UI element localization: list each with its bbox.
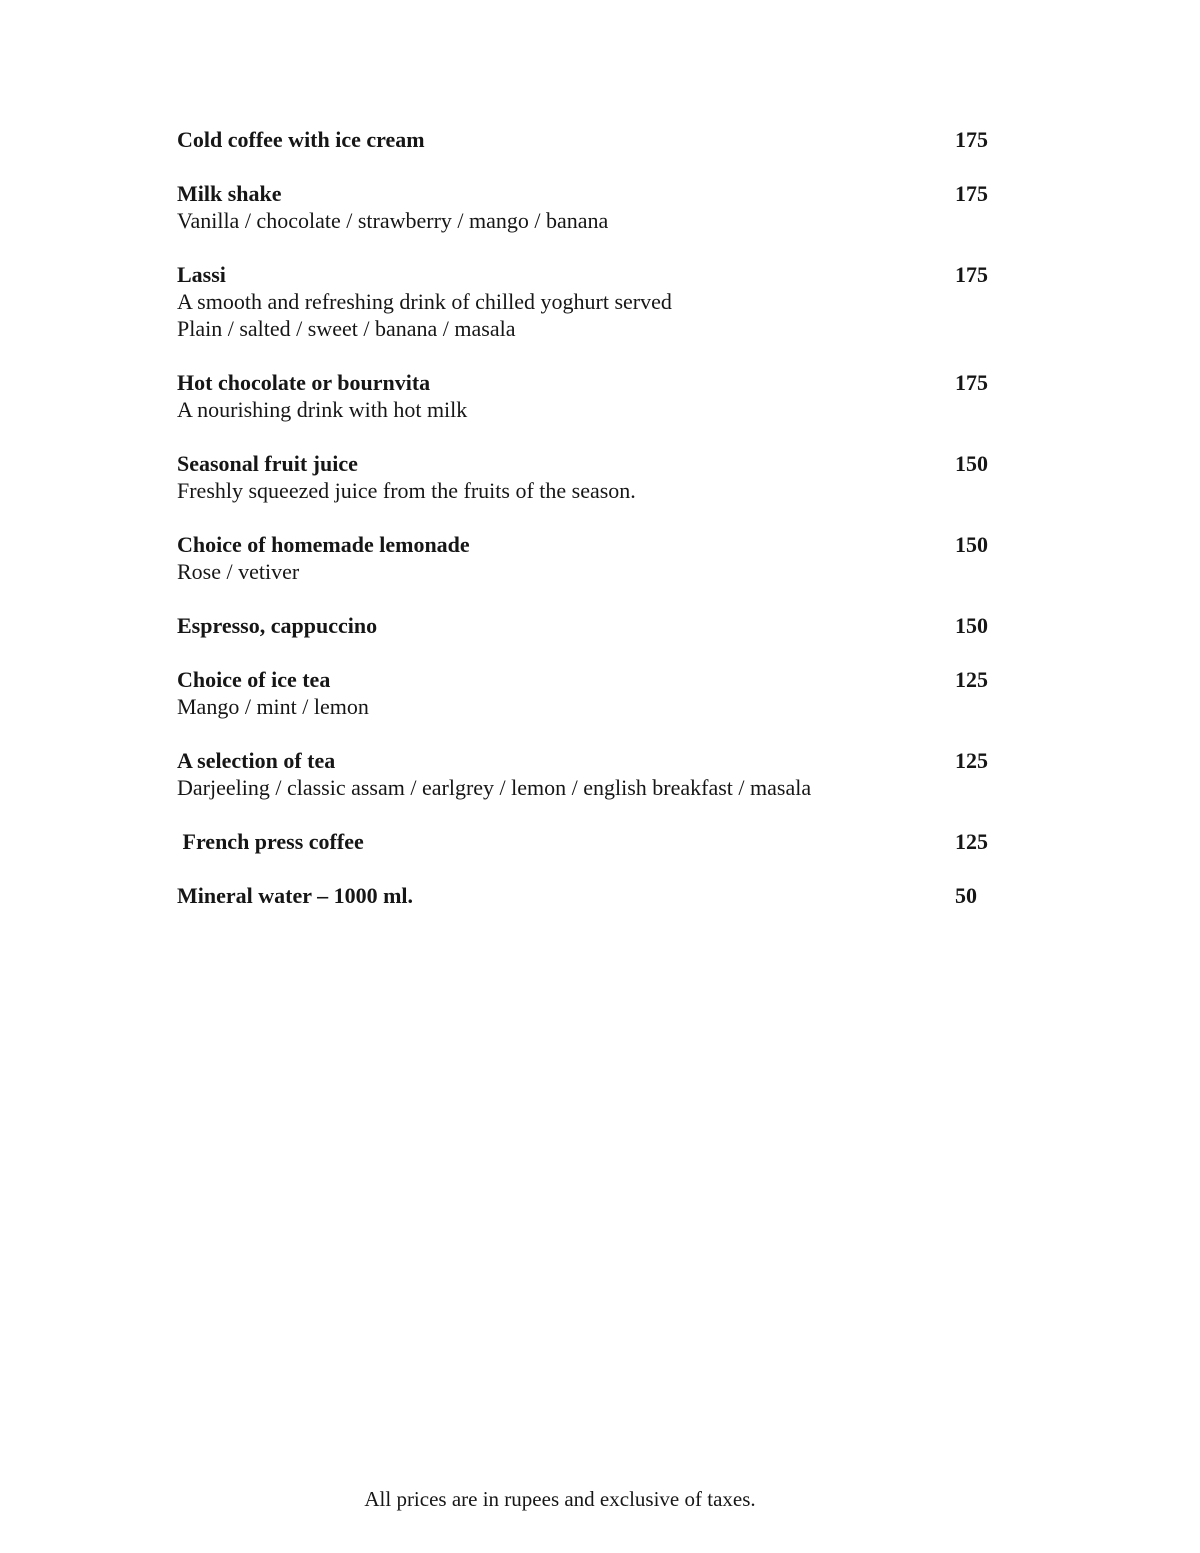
menu-item-name: Hot chocolate or bournvita (177, 370, 431, 395)
menu-item-price: 175 (955, 262, 988, 287)
menu-item-price: 175 (955, 127, 988, 152)
menu-item-name: Espresso, cappuccino (177, 613, 378, 638)
menu-item-description: Vanilla / chocolate / strawberry / mango / banana (177, 208, 609, 233)
menu-item-description: Plain / salted / sweet / banana / masala (177, 316, 516, 341)
menu-item-header (177, 261, 1015, 288)
menu-item-header (177, 747, 1015, 774)
menu-item-price: 150 (955, 613, 988, 638)
menu-item-header (177, 180, 1015, 207)
menu-item (177, 180, 1015, 234)
menu-item-description: A nourishing drink with hot milk (177, 397, 468, 422)
menu-item-description: Rose / vetiver (177, 559, 300, 584)
menu-item (177, 882, 1015, 909)
menu-item (177, 126, 1015, 153)
menu-item (177, 369, 1015, 423)
menu-item-price: 150 (955, 532, 988, 557)
menu-item-price: 175 (955, 181, 988, 206)
menu-item-header (177, 666, 1015, 693)
menu-item-price: 125 (955, 667, 988, 692)
menu-item-price: 150 (955, 451, 988, 476)
menu-item (177, 666, 1015, 720)
menu-item-header (177, 369, 1015, 396)
menu-item-name: Seasonal fruit juice (177, 451, 358, 476)
menu-item (177, 612, 1015, 639)
menu-item (177, 747, 1015, 801)
menu-item-name: French press coffee (177, 829, 364, 854)
menu-item-header (177, 612, 1015, 639)
menu-item (177, 828, 1015, 855)
menu-item-name: Choice of homemade lemonade (177, 532, 470, 557)
menu-item-header (177, 828, 1015, 855)
menu-item-header (177, 882, 1015, 909)
menu-item-price: 125 (955, 829, 988, 854)
menu-item-description: Darjeeling / classic assam / earlgrey / lemon / english breakfast / masala (177, 775, 812, 800)
menu-item-header (177, 531, 1015, 558)
menu-item-description: Freshly squeezed juice from the fruits of the season. (177, 478, 636, 503)
menu-item-name: Cold coffee with ice cream (177, 127, 425, 152)
menu-item-header (177, 450, 1015, 477)
price-disclaimer: All prices are in rupees and exclusive of taxes. (364, 1487, 756, 1511)
beverage-menu-list (177, 126, 1015, 936)
menu-item-price: 125 (955, 748, 988, 773)
menu-item (177, 261, 1015, 342)
menu-item-name: Milk shake (177, 181, 282, 206)
menu-item-name: A selection of tea (177, 748, 336, 773)
menu-item (177, 531, 1015, 585)
menu-item-header (177, 126, 1015, 153)
menu-item (177, 450, 1015, 504)
menu-item-price: 50 (955, 883, 977, 908)
menu-item-name: Mineral water – 1000 ml. (177, 883, 414, 908)
menu-item-price: 175 (955, 370, 988, 395)
menu-item-name: Lassi (177, 262, 226, 287)
menu-item-name: Choice of ice tea (177, 667, 331, 692)
menu-item-description: Mango / mint / lemon (177, 694, 369, 719)
menu-item-description: A smooth and refreshing drink of chilled yoghurt served (177, 289, 672, 314)
